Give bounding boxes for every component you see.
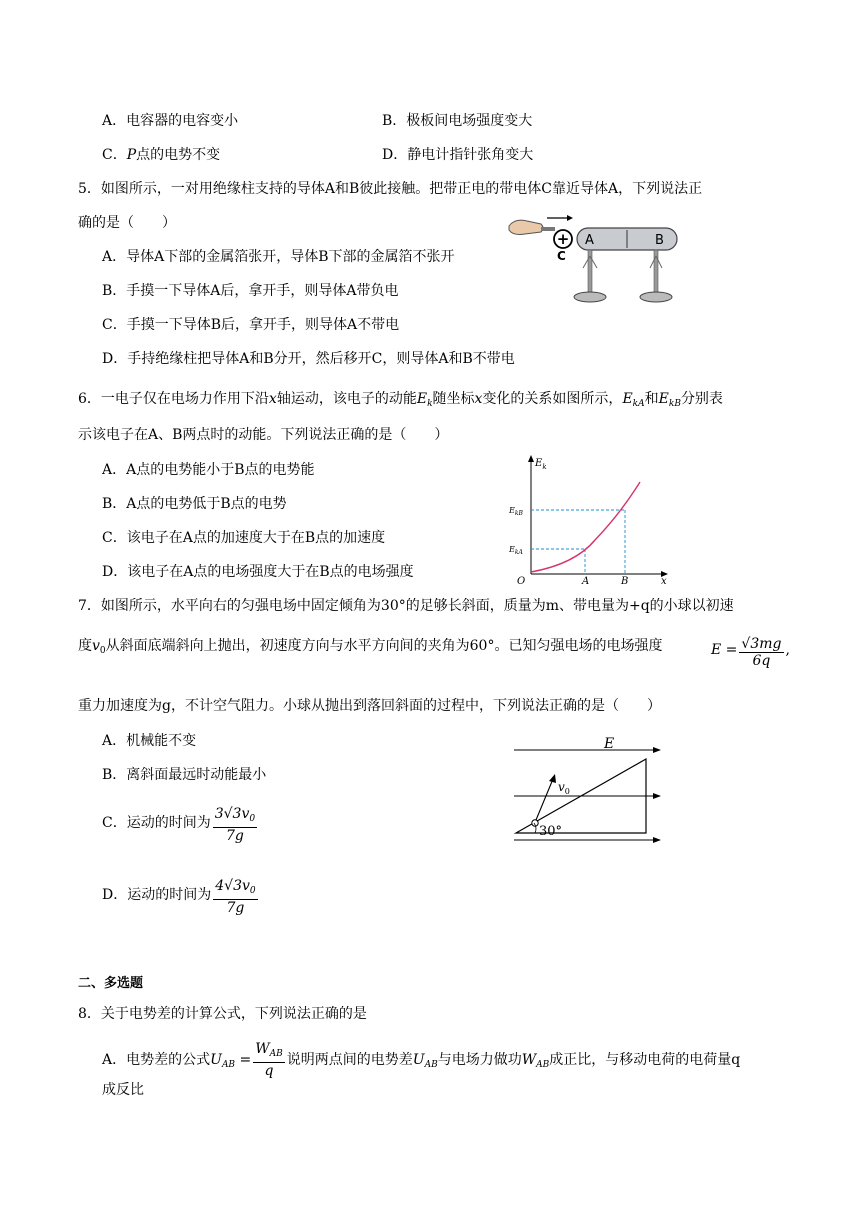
- q5-stem-line2: 确的是（ ）: [78, 215, 176, 231]
- q6-option-c: C．该电子在A点的加速度大于在B点的加速度: [102, 530, 386, 546]
- q5-option-b: B．手摸一下导体A后，拿开手，则导体A带负电: [102, 283, 399, 299]
- ek-curve: [531, 482, 640, 572]
- q5-conductor-figure: [505, 212, 685, 310]
- q6-stem-line1: 6．一电子仅在电场力作用下沿x轴运动，该电子的动能$E_k$随坐标x变化的关系如图所示，$E_{kA}$和$E_{kB}$分别表: [78, 391, 723, 409]
- velocity-label: $v_0$: [558, 780, 570, 796]
- q4-option-c: C．P点的电势不变: [102, 147, 221, 163]
- label-c: C: [557, 249, 566, 263]
- q6-option-d: D．该电子在A点的电场强度大于在B点的电场强度: [102, 564, 414, 580]
- field-label: E: [604, 736, 615, 752]
- q8-option-a-line2: 成反比: [102, 1082, 144, 1098]
- q6-option-b: B．A点的电势低于B点的电势: [102, 496, 287, 512]
- q8-option-a-line1: A．电势差的公式$U_{AB}$ = $\frac{W_{AB}}{q}$ 说明两点间的电势差$U_{AB}$与电场力做功$W_{AB}$成正比，与移动电荷的电荷量q: [102, 1041, 741, 1079]
- q4-option-d: D．静电计指针张角变大: [382, 147, 534, 163]
- q7-option-a: A．机械能不变: [102, 733, 197, 749]
- q7-option-c: C．运动的时间为 $\frac{3√3v_0}{7g}$: [102, 806, 256, 844]
- angle-label: 30°: [539, 824, 563, 839]
- q7-stem-line1: 7．如图所示，水平向右的匀强电场中固定倾角为30°的足够长斜面，质量为m、带电量为+q的小球以初速: [78, 598, 734, 614]
- plus-sign: +: [556, 230, 570, 248]
- q6-stem-line2: 示该电子在A、B两点时的动能。下列说法正确的是（ ）: [78, 427, 449, 443]
- q4-option-a: A．电容器的电容变小: [102, 113, 239, 129]
- y-axis-label: $E_k$: [535, 458, 547, 471]
- q7-stem-line3: 重力加速度为g，不计空气阻力。小球从抛出到落回斜面的过程中，下列说法正确的是（ ）: [78, 698, 661, 714]
- q7-field-formula: E = $\frac{√3mg}{6q}$ ,: [711, 636, 790, 669]
- q6-option-a: A．A点的电势能小于B点的电势能: [102, 462, 315, 478]
- q4-option-b: B．极板间电场强度变大: [382, 113, 533, 129]
- tick-b-label: B: [621, 576, 629, 587]
- x-axis-label: x: [661, 576, 667, 587]
- label-a: A: [585, 233, 594, 248]
- tick-a-label: A: [582, 576, 590, 587]
- label-b: B: [655, 233, 664, 248]
- origin-label: O: [517, 576, 526, 587]
- q7-incline-figure: [508, 735, 668, 845]
- q8-stem: 8．关于电势差的计算公式，下列说法正确的是: [78, 1006, 367, 1022]
- q6-ek-x-graph: [505, 452, 675, 588]
- q5-option-d: D．手持绝缘柱把导体A和B分开，然后移开C，则导体A和B不带电: [102, 351, 515, 367]
- q5-stem-line1: 5．如图所示，一对用绝缘柱支持的导体A和B彼此接触。把带正电的带电体C靠近导体A，下列说法正: [78, 181, 703, 197]
- q5-option-c: C．手摸一下导体B后，拿开手，则导体A不带电: [102, 317, 400, 333]
- q7-option-d: D．运动的时间为 $\frac{4√3v_0}{7g}$: [102, 878, 256, 916]
- q7-stem-line2: 度$v_0$从斜面底端斜向上抛出，初速度方向与水平方向间的夹角为60°。已知匀强电场的电场强度: [78, 638, 663, 656]
- ek-b-label: $E_{kB}$: [509, 506, 523, 517]
- q7-option-b: B．离斜面最远时动能最小: [102, 767, 267, 783]
- ek-a-label: $E_{kA}$: [509, 545, 523, 556]
- q5-option-a: A．导体A下部的金属箔张开，导体B下部的金属箔不张开: [102, 249, 455, 265]
- section-title: 二、多选题: [78, 976, 144, 991]
